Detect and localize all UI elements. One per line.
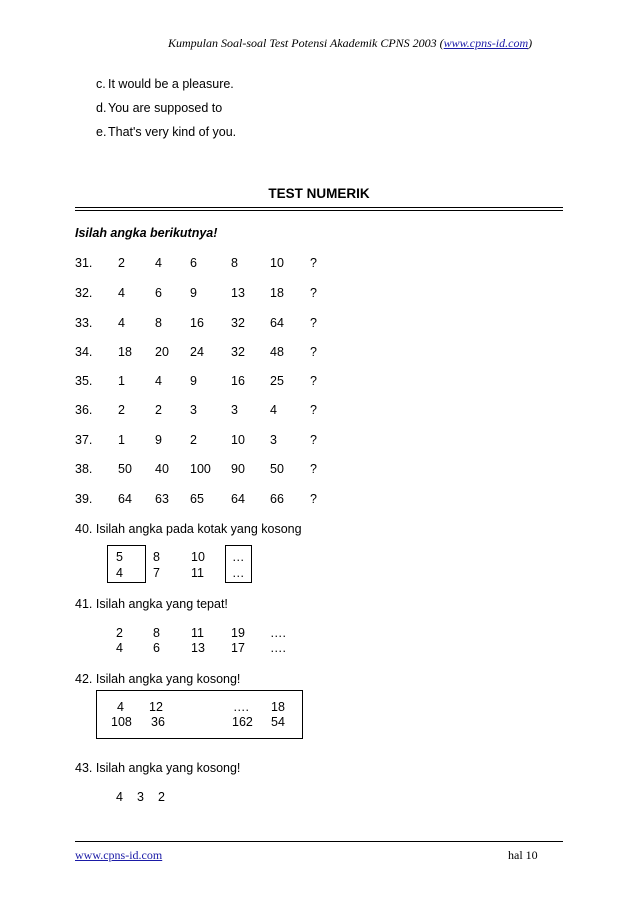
grid-value: 6 [153,641,160,655]
question-number: 33. [75,316,93,330]
grid-value: 17 [231,641,245,655]
sequence-value: ? [310,286,317,300]
grid-value: 4 [116,641,123,655]
question-number: 37. [75,433,93,447]
sequence-value: 90 [231,462,245,476]
section-divider [75,207,563,208]
sequence-value: 2 [118,403,125,417]
sequence-value: 32 [231,345,245,359]
grid-value: …. [270,626,286,640]
question-42-prompt: 42. Isilah angka yang kosong! [75,672,241,686]
sequence-value: 9 [155,433,162,447]
sequence-value: 4 [118,316,125,330]
sequence-value: ? [310,374,317,388]
sequence-value: 13 [231,286,245,300]
grid-value: 108 [111,715,132,729]
sequence-value: 64 [118,492,132,506]
answer-box [107,545,146,583]
sequence-value: 4 [118,286,125,300]
sequence-value: 3 [270,433,277,447]
grid-value: …. [270,641,286,655]
header-suffix: ) [528,36,533,50]
sequence-value: 6 [190,256,197,270]
grid-value: 11 [191,626,204,640]
footer-link[interactable]: www.cpns-id.com [75,848,163,862]
question-number: 32. [75,286,93,300]
sequence-value: 25 [270,374,284,388]
question-40-prompt: 40. Isilah angka pada kotak yang kosong [75,522,302,536]
section-title: TEST NUMERIK [268,186,370,201]
sequence-value: 100 [190,462,211,476]
grid-value: … [232,550,245,564]
instruction: Isilah angka berikutnya! [75,226,218,240]
grid-value: 18 [271,700,285,714]
sequence-value: 18 [270,286,284,300]
sequence-value: 4 [155,256,162,270]
grid-value: 4 [117,700,124,714]
grid-value: 2 [116,626,123,640]
sequence-value: ? [310,316,317,330]
question-number: 38. [75,462,93,476]
sequence-value: 9 [190,374,197,388]
grid-value: 8 [153,626,160,640]
sequence-value: 8 [231,256,238,270]
sequence-value: 4 [270,403,277,417]
sequence-value: 6 [155,286,162,300]
sequence-value: 8 [155,316,162,330]
sequence-value: 1 [118,433,125,447]
question-number: 35. [75,374,93,388]
question-number: 36. [75,403,93,417]
grid-value: 7 [153,566,160,580]
sequence-value: ? [310,403,317,417]
sequence-value: 2 [118,256,125,270]
footer-divider [75,841,563,842]
option-letter: e. [96,125,107,139]
sequence-value: 1 [118,374,125,388]
sequence-value: 32 [231,316,245,330]
sequence-value: 10 [231,433,245,447]
option-text: You are supposed to [108,101,223,115]
grid-value: 19 [231,626,245,640]
section-divider [75,210,563,211]
sequence-value: 10 [270,256,284,270]
grid-value: 13 [191,641,205,655]
sequence-value: 50 [270,462,284,476]
sequence-value: 2 [155,403,162,417]
grid-value: 162 [232,715,253,729]
grid-value: 4 [116,790,123,804]
question-number: 34. [75,345,93,359]
sequence-value: 64 [231,492,245,506]
question-number: 31. [75,256,93,270]
grid-value: 2 [158,790,165,804]
sequence-value: 16 [231,374,245,388]
grid-value: 5 [116,550,123,564]
sequence-value: ? [310,462,317,476]
grid-value: 12 [149,700,163,714]
grid-value: … [232,566,245,580]
option-letter: d. [96,101,107,115]
grid-value: 36 [151,715,165,729]
sequence-value: 20 [155,345,169,359]
option-letter: c. [96,77,106,91]
sequence-value: 2 [190,433,197,447]
sequence-value: ? [310,256,317,270]
sequence-value: 48 [270,345,284,359]
sequence-value: 3 [190,403,197,417]
sequence-value: ? [310,433,317,447]
grid-value: 54 [271,715,285,729]
sequence-value: 18 [118,345,132,359]
grid-value: 11 [191,566,204,580]
sequence-value: ? [310,492,317,506]
grid-value: 4 [116,566,123,580]
option-text: It would be a pleasure. [108,77,234,91]
grid-value: 8 [153,550,160,564]
grid-value: 3 [137,790,144,804]
option-text: That's very kind of you. [108,125,237,139]
sequence-value: 50 [118,462,132,476]
sequence-value: 65 [190,492,204,506]
page-number: hal 10 [508,848,538,862]
sequence-value: 16 [190,316,204,330]
header-title: Kumpulan Soal-soal Test Potensi Akademik CPNS 2003 ( [168,36,444,50]
grid-value: 10 [191,550,205,564]
question-41-prompt: 41. Isilah angka yang tepat! [75,597,228,611]
question-number: 39. [75,492,93,506]
sequence-value: 66 [270,492,284,506]
sequence-value: 4 [155,374,162,388]
sequence-value: 3 [231,403,238,417]
sequence-value: 64 [270,316,284,330]
sequence-value: 63 [155,492,169,506]
grid-value: …. [233,700,249,714]
sequence-value: ? [310,345,317,359]
page-header [168,36,532,51]
sequence-value: 24 [190,345,204,359]
header-link[interactable]: www.cpns-id.com [443,36,529,50]
sequence-value: 9 [190,286,197,300]
sequence-value: 40 [155,462,169,476]
question-43-prompt: 43. Isilah angka yang kosong! [75,761,241,775]
